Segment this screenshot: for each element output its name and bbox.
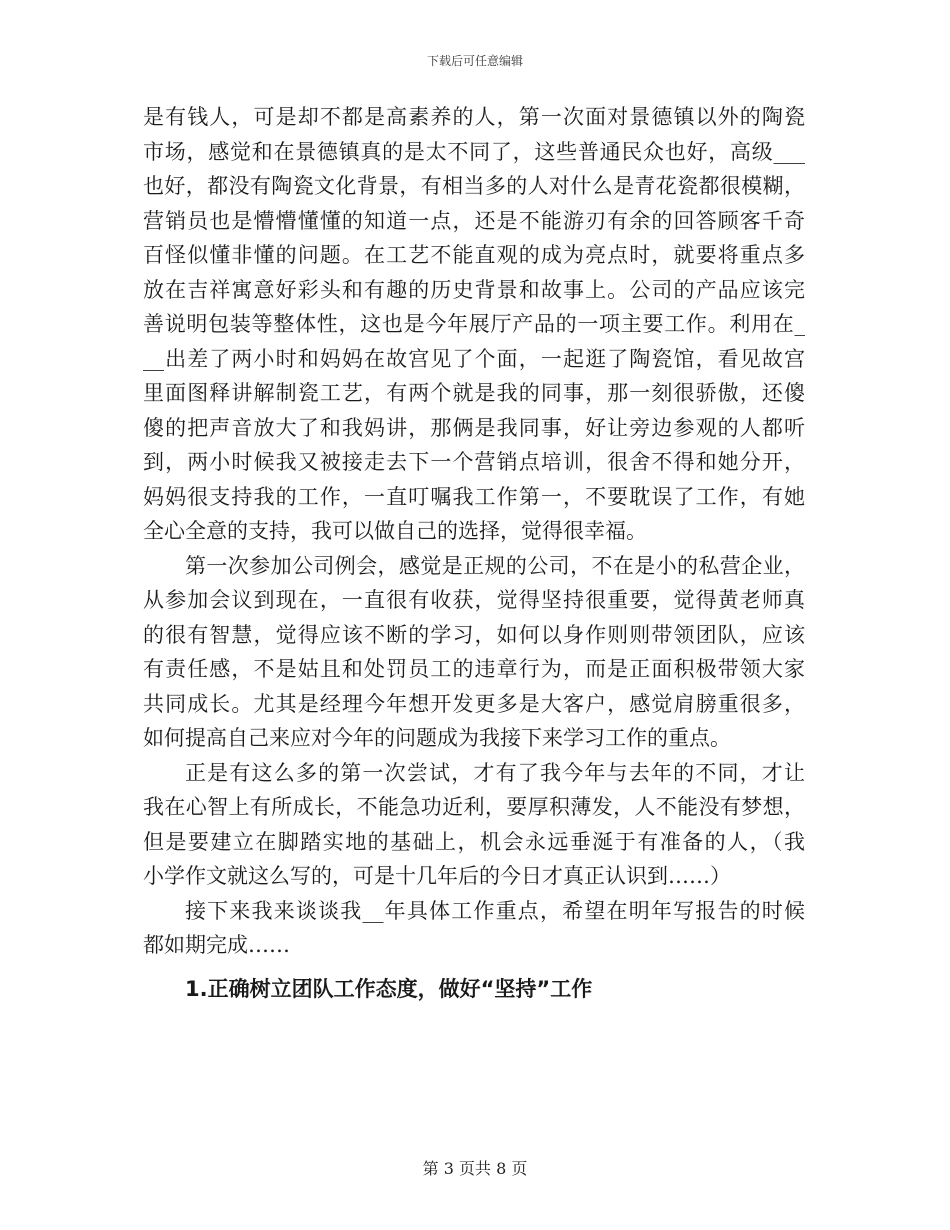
text-line: 全心全意的支持，我可以做自己的选择，觉得很幸福。 <box>143 519 647 543</box>
text-line: 百怪似懂非懂的问题。在工艺不能直观的成为亮点时，就要将重点多 <box>143 243 805 267</box>
section-heading: 1.正确树立团队工作态度，做好“坚持”工作 <box>185 976 593 1001</box>
text-line: 妈妈很支持我的工作，一直叮嘱我工作第一，不要耽误了工作，有她 <box>143 484 805 509</box>
page-number-footer: 第 3 页共 8 页 <box>422 1159 528 1178</box>
paragraph-3 <box>143 756 805 894</box>
text-line: 善说明包装等整体性，这也是今年展厅产品的一项主要工作。利用在_ <box>143 312 805 336</box>
text-line: 接下来我来谈谈我__年具体工作重点，希望在明年写报告的时候 <box>185 898 805 923</box>
paragraph-2 <box>143 549 805 756</box>
text-line: 如何提高自己来应对今年的问题成为我接下来学习工作的重点。 <box>143 726 731 750</box>
text-line: 里面图释讲解制瓷工艺，有两个就是我的同事，那一刻很骄傲，还傻 <box>143 381 805 405</box>
text-line: 都如期完成…… <box>143 933 290 957</box>
text-line: 傻的把声音放大了和我妈讲，那俩是我同事，好让旁边参观的人都听 <box>143 415 805 440</box>
paragraph-1 <box>143 100 805 549</box>
text-line: 从参加会议到现在，一直很有收获，觉得坚持很重要，觉得黄老师真 <box>143 588 805 612</box>
text-line: 也好，都没有陶瓷文化背景，有相当多的人对什么是青花瓷都很模糊， <box>143 174 805 198</box>
text-line: 营销员也是懵懵懂懂的知道一点，还是不能游刃有余的回答顾客千奇 <box>143 208 805 233</box>
text-line: 但是要建立在脚踏实地的基础上，机会永远垂涎于有准备的人，（我 <box>143 829 805 854</box>
text-line: 正是有这么多的第一次尝试，才有了我今年与去年的不同，才让 <box>185 760 805 785</box>
text-line: 市场，感觉和在景德镇真的是太不同了，这些普通民众也好，高级___ <box>143 139 805 164</box>
text-line: __出差了两小时和妈妈在故宫见了个面，一起逛了陶瓷馆，看见故宫 <box>143 346 805 371</box>
text-line: 第一次参加公司例会，感觉是正规的公司，不在是小的私营企业， <box>185 553 805 578</box>
text-line: 到，两小时候我又被接走去下一个营销点培训，很舍不得和她分开， <box>143 450 805 474</box>
page-header: 下载后可任意编辑 <box>426 54 523 68</box>
document-body <box>143 100 805 1009</box>
text-line: 小学作文就这么写的，可是十几年后的今日才真正认识到……） <box>143 864 731 888</box>
text-line: 是有钱人，可是却不都是高素养的人，第一次面对景德镇以外的陶瓷 <box>143 105 805 129</box>
text-line: 放在吉祥寓意好彩头和有趣的历史背景和故事上。公司的产品应该完 <box>143 277 805 302</box>
text-line: 的很有智慧，觉得应该不断的学习，如何以身作则则带领团队，应该 <box>143 622 805 647</box>
text-line: 我在心智上有所成长，不能急功近利，要厚积薄发，人不能没有梦想， <box>143 795 805 819</box>
paragraph-4 <box>143 894 805 963</box>
text-line: 共同成长。尤其是经理今年想开发更多是大客户，感觉肩膀重很多， <box>143 691 805 716</box>
text-line: 有责任感，不是姑且和处罚员工的违章行为，而是正面积极带领大家 <box>143 657 805 681</box>
